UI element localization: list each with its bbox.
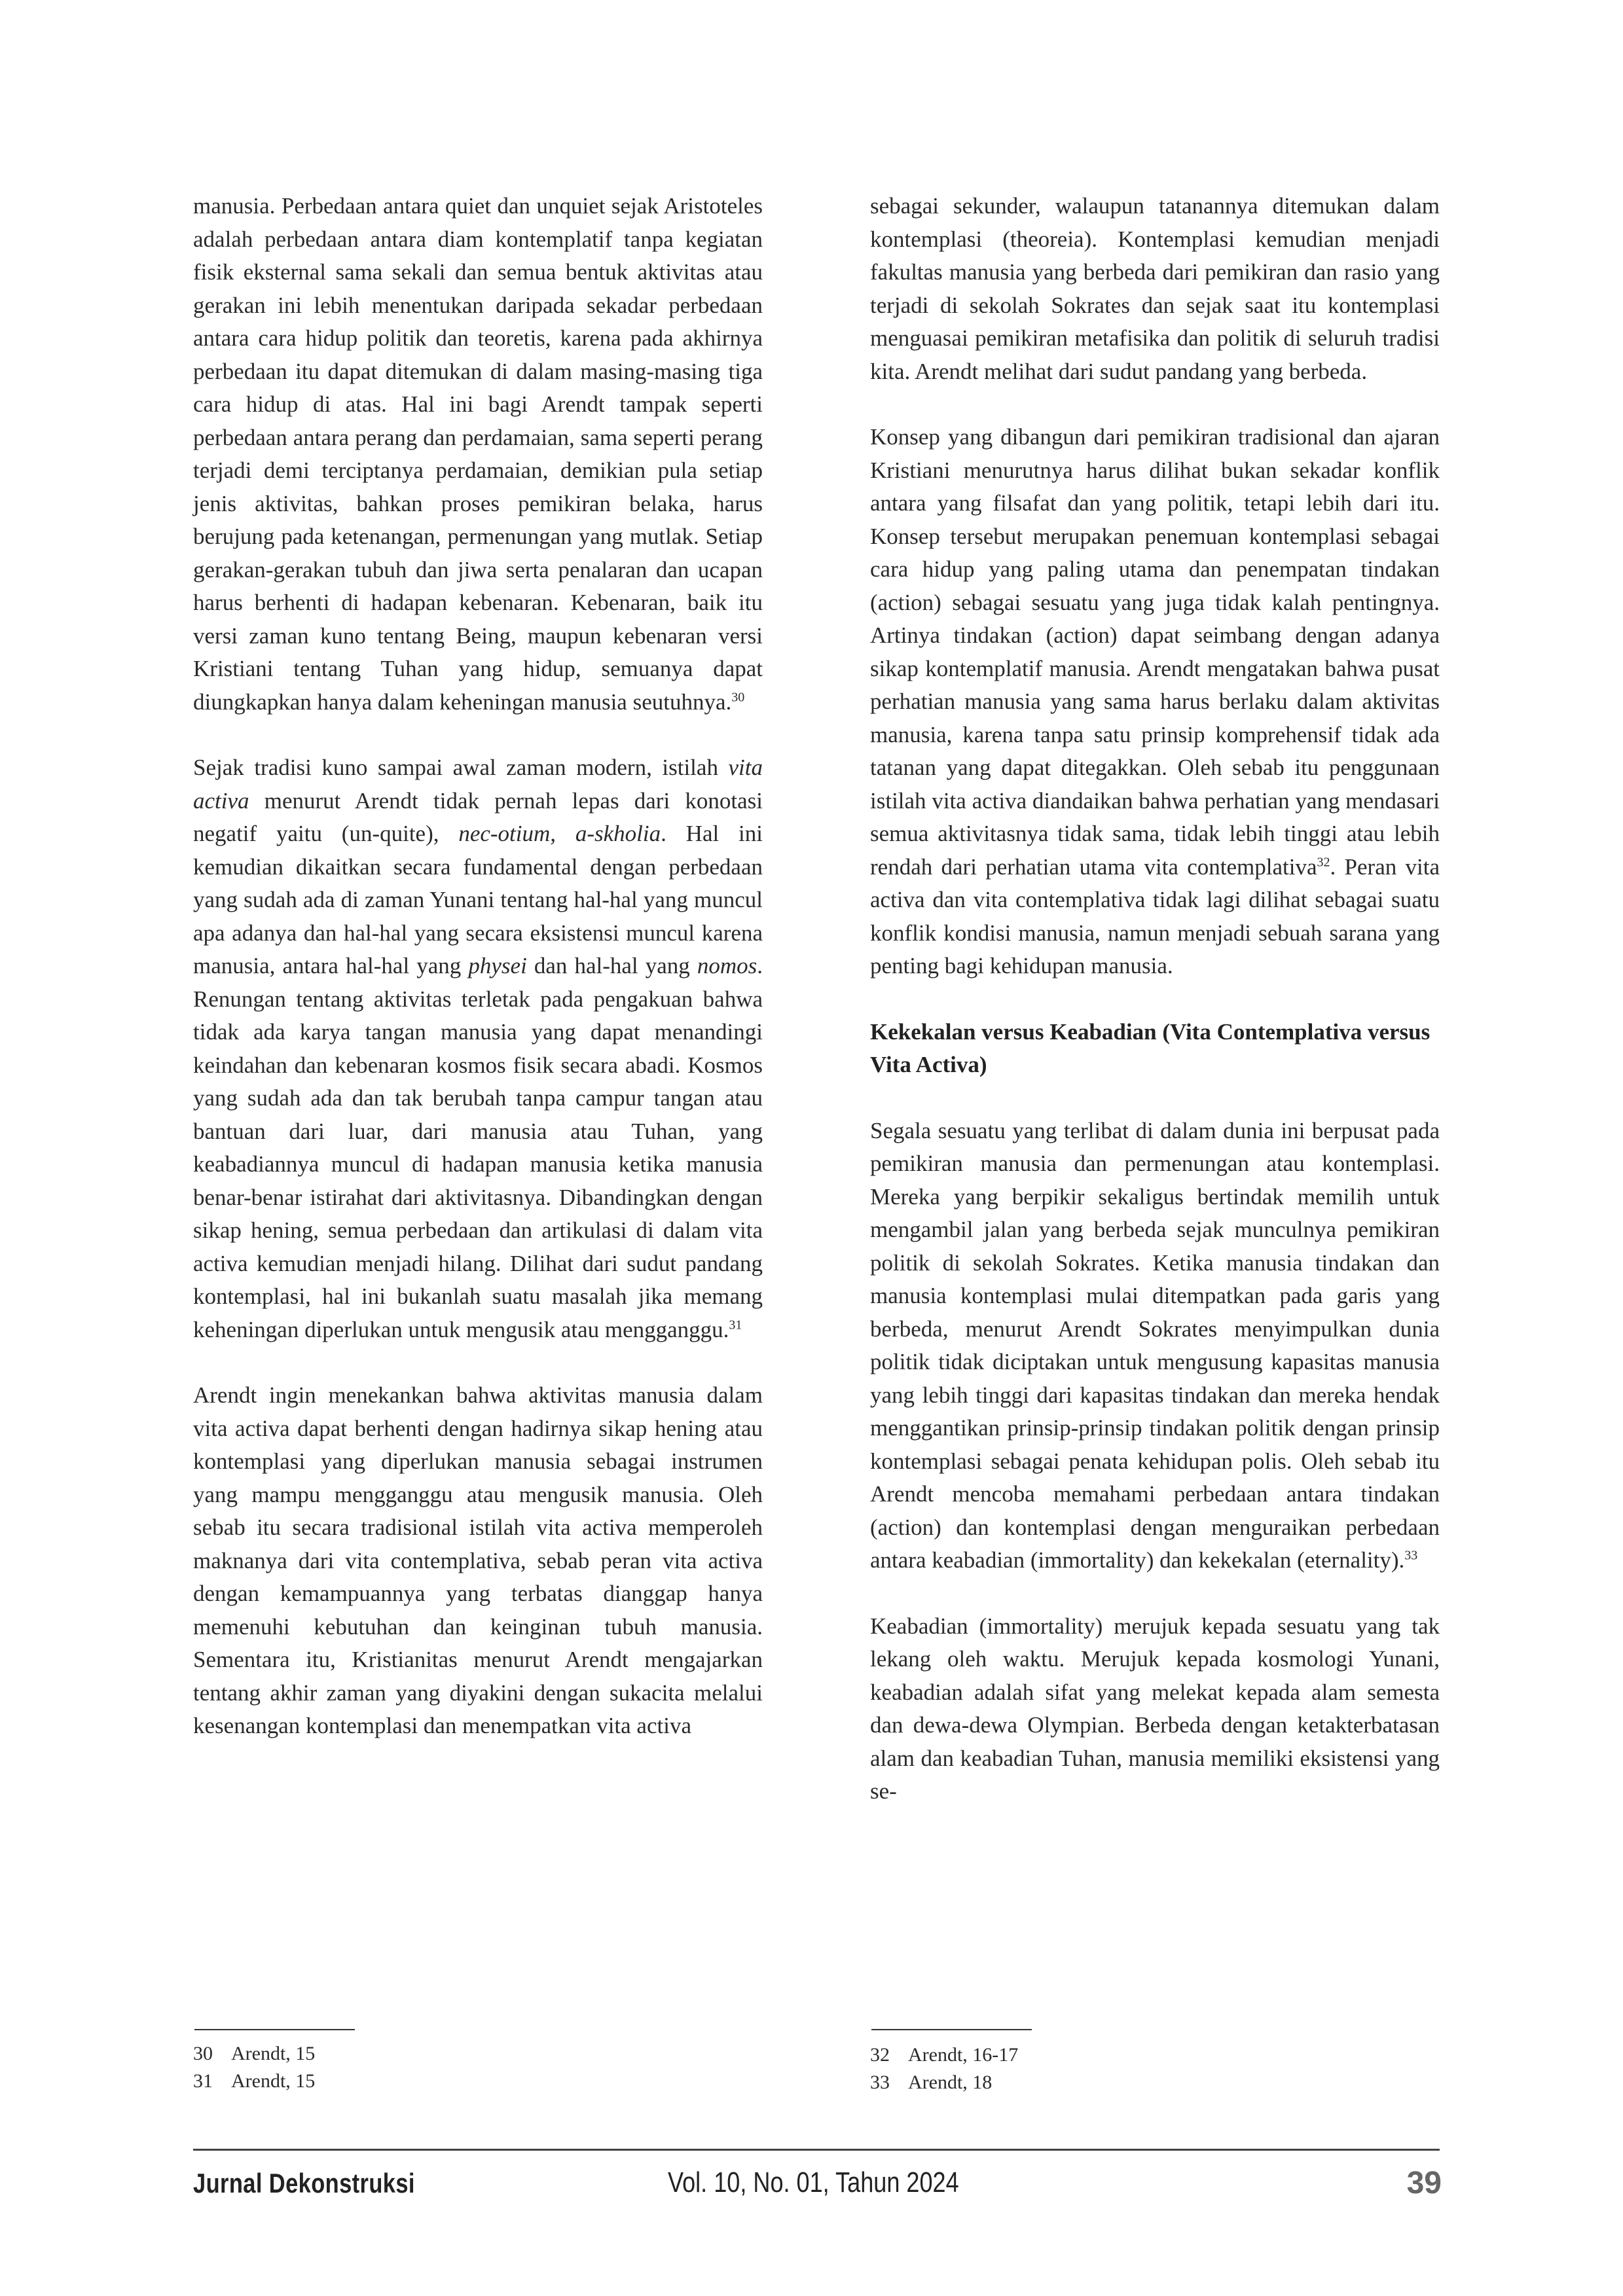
paragraph: [193, 751, 763, 1346]
paragraph: [870, 421, 1440, 983]
footnote: [193, 2041, 315, 2067]
italic-term: physei: [468, 953, 527, 978]
italic-term: nec-otium, a-skholia: [458, 821, 661, 846]
paragraph-text: . Hal ini kemudian dikaitkan secara fundamental dengan perbedaan yang sudah ada di zaman Yunani tentang hal-hal yang muncul apa adanya dan hal-hal yang secara eksistensi muncul karena manusia, antara hal-hal yang: [193, 821, 763, 978]
footnote: [870, 2042, 1018, 2068]
paragraph-text: Arendt ingin menekankan bahwa aktivitas manusia dalam vita activa dapat berhenti dengan hadirnya sikap hening atau kontemplasi yang diperlukan manusia sebagai instrumen yang mampu mengganggu atau mengusik manusia. Oleh sebab itu secara tradisional istilah vita activa memperoleh maknanya dari vita contemplativa, sebab peran vita activa dengan kemampuannya yang terbatas dianggap hanya memenuhi kebutuhan dan keinginan tubuh manusia. Sementara itu, Kristianitas menurut Arendt mengajarkan tentang akhir zaman yang diyakini dengan sukacita melalui kesenangan kontemplasi dan menempatkan vita activa: [193, 1382, 763, 1738]
paragraph-text: Segala sesuatu yang terlibat di dalam dunia ini berpusat pada pemikiran manusia dan permenungan atau kontemplasi. Mereka yang berpikir sekaligus bertindak memilih untuk mengambil jalan yang berbeda sejak munculnya pemikiran politik di sekolah Sokrates. Ketika manusia tindakan dan manusia kontemplasi mulai ditempatkan pada garis yang berbeda, menurut Arendt Sokrates menyimpulkan dunia politik tidak diciptakan untuk mengusung kapasitas manusia yang lebih tinggi dari kapasitas tindakan dan mereka hendak menggantikan prinsip-prinsip tindakan politik dengan prinsip kontemplasi sebagai penata kehidupan polis. Oleh sebab itu Arendt mencoba memahami perbedaan antara tindakan (action) dan kontemplasi dengan menguraikan perbedaan antara keabadian (immortality) dan kekekalan (eternality).: [870, 1117, 1440, 1573]
footnote-ref: 30: [731, 689, 745, 704]
footnote: [870, 2070, 992, 2096]
footnote-text: Arendt, 18: [908, 2072, 993, 2093]
paragraph-text: . Renungan tentang aktivitas terletak pada pengakuan bahwa tidak ada karya tangan manusia yang dapat menandingi keindahan dan kebenaran kosmos fisik secara abadi. Kosmos yang sudah ada dan tak berubah tanpa campur tangan atau bantuan dari luar, dari manusia atau Tuhan, yang keabadiannya muncul di hadapan manusia ketika manusia benar-benar istirahat dari aktivitasnya. Dibandingkan dengan sikap hening, semua perbedaan dan artikulasi di dalam vita activa kemudian menjadi hilang. Dilihat dari sudut pandang kontemplasi, hal ini bukanlah suatu masalah jika memang keheningan diperlukan untuk mengusik atau mengganggu.: [193, 953, 763, 1342]
footnote: [193, 2068, 315, 2094]
footnote-ref: 31: [729, 1317, 742, 1332]
right-column: [870, 190, 1440, 1808]
footnote-number: 31: [193, 2070, 213, 2092]
paragraph: [193, 1379, 763, 1743]
paragraph-text: Konsep yang dibangun dari pemikiran tradisional dan ajaran Kristiani menurutnya harus dilihat bukan sekadar konflik antara yang filsafat dan yang politik, tetapi lebih dari itu. Konsep tersebut merupakan penemuan kontemplasi sebagai cara hidup yang paling utama dan penempatan tindakan (action) sebagai sesuatu yang juga tidak kalah pentingnya. Artinya tindakan (action) dapat seimbang dengan adanya sikap kontemplatif manusia. Arendt mengatakan bahwa pusat perhatian manusia yang sama harus berlaku dalam aktivitas manusia, karena tanpa satu prinsip komprehensif tidak ada tatanan yang dapat ditegakkan. Oleh sebab itu penggunaan istilah vita activa diandaikan bahwa perhatian yang mendasari semua aktivitasnya tidak sama, tidak lebih tinggi atau lebih rendah dari perhatian utama vita contemplativa: [870, 424, 1440, 880]
footnote-text: Arendt, 15: [231, 2070, 316, 2092]
footnote-text: Arendt, 16-17: [908, 2044, 1019, 2066]
italic-term: vita activa: [193, 755, 763, 814]
footnote-text: Arendt, 15: [231, 2043, 316, 2064]
footnote-divider: [194, 2029, 355, 2030]
paragraph-text: Keabadian (immortality) merujuk kepada sesuatu yang tak lekang oleh waktu. Merujuk kepada kosmologi Yunani, keabadian adalah sifat yang melekat kepada alam semesta dan dewa-dewa Olympian. Berbeda dengan ketakterbatasan alam dan keabadian Tuhan, manusia memiliki eksistensi yang se-: [870, 1613, 1440, 1804]
paragraph: [870, 190, 1440, 388]
paragraph-text: menurut Arendt tidak pernah lepas dari konotasi negatif yaitu (un-quite),: [193, 787, 763, 846]
paragraph-text: Sejak tradisi kuno sampai awal zaman modern, istilah: [193, 755, 729, 780]
journal-name: Jurnal Dekonstruksi: [193, 2168, 415, 2198]
footnote-number: 32: [870, 2044, 890, 2066]
paragraph-text: sebagai sekunder, walaupun tatanannya ditemukan dalam kontemplasi (theoreia). Kontemplasi kemudian menjadi fakultas manusia yang berbeda dari pemikiran dan rasio yang terjadi di sekolah Sokrates dan sejak saat itu kontemplasi menguasai pemikiran metafisika dan politik di seluruh tradisi kita. Arendt melihat dari sudut pandang yang berbeda.: [870, 193, 1440, 384]
paragraph: [870, 1115, 1440, 1577]
paragraph-text: manusia. Perbedaan antara quiet dan unquiet sejak Aristoteles adalah perbedaan antara diam kontemplatif tanpa kegiatan fisik eksternal sama sekali dan semua bentuk aktivitas atau gerakan ini lebih menentukan daripada sekadar perbedaan antara cara hidup politik dan teoretis, karena pada akhirnya perbedaan itu dapat ditemukan di dalam masing-masing tiga cara hidup di atas. Hal ini bagi Arendt tampak seperti perbedaan antara perang dan perdamaian, sama seperti perang terjadi demi terciptanya perdamaian, demikian pula setiap jenis aktivitas, bahkan proses pemikiran belaka, harus berujung pada ketenangan, permenungan yang mutlak. Setiap gerakan-gerakan tubuh dan jiwa serta penalaran dan ucapan harus berhenti di hadapan kebenaran. Kebenaran, baik itu versi zaman kuno tentang Being, maupun kebenaran versi Kristiani tentang Tuhan yang hidup, semuanya dapat diungkapkan hanya dalam keheningan manusia seutuhnya.: [193, 193, 763, 715]
footnote-number: 33: [870, 2072, 890, 2093]
paragraph-text: dan hal-hal yang: [526, 953, 697, 978]
footnote-ref: 32: [1317, 854, 1330, 869]
footnote-divider: [871, 2029, 1032, 2030]
left-column: [193, 190, 763, 1743]
paragraph-text: . Peran vita activa dan vita contemplativa tidak lagi dilihat sebagai suatu konflik kondisi manusia, namun menjadi sebuah sarana yang penting bagi kehidupan manusia.: [870, 853, 1440, 978]
section-heading: Kekekalan versus Keabadian (Vita Contemplativa versus Vita Activa): [870, 1018, 1431, 1077]
footer-divider: [193, 2149, 1440, 2151]
page-number: 39: [1406, 2166, 1442, 2200]
issue-info: Vol. 10, No. 01, Tahun 2024: [668, 2166, 959, 2198]
paragraph: [193, 190, 763, 719]
footnote-number: 30: [193, 2043, 213, 2064]
italic-term: nomos: [697, 953, 757, 978]
footnote-ref: 33: [1404, 1548, 1418, 1563]
paragraph: [870, 1610, 1440, 1808]
